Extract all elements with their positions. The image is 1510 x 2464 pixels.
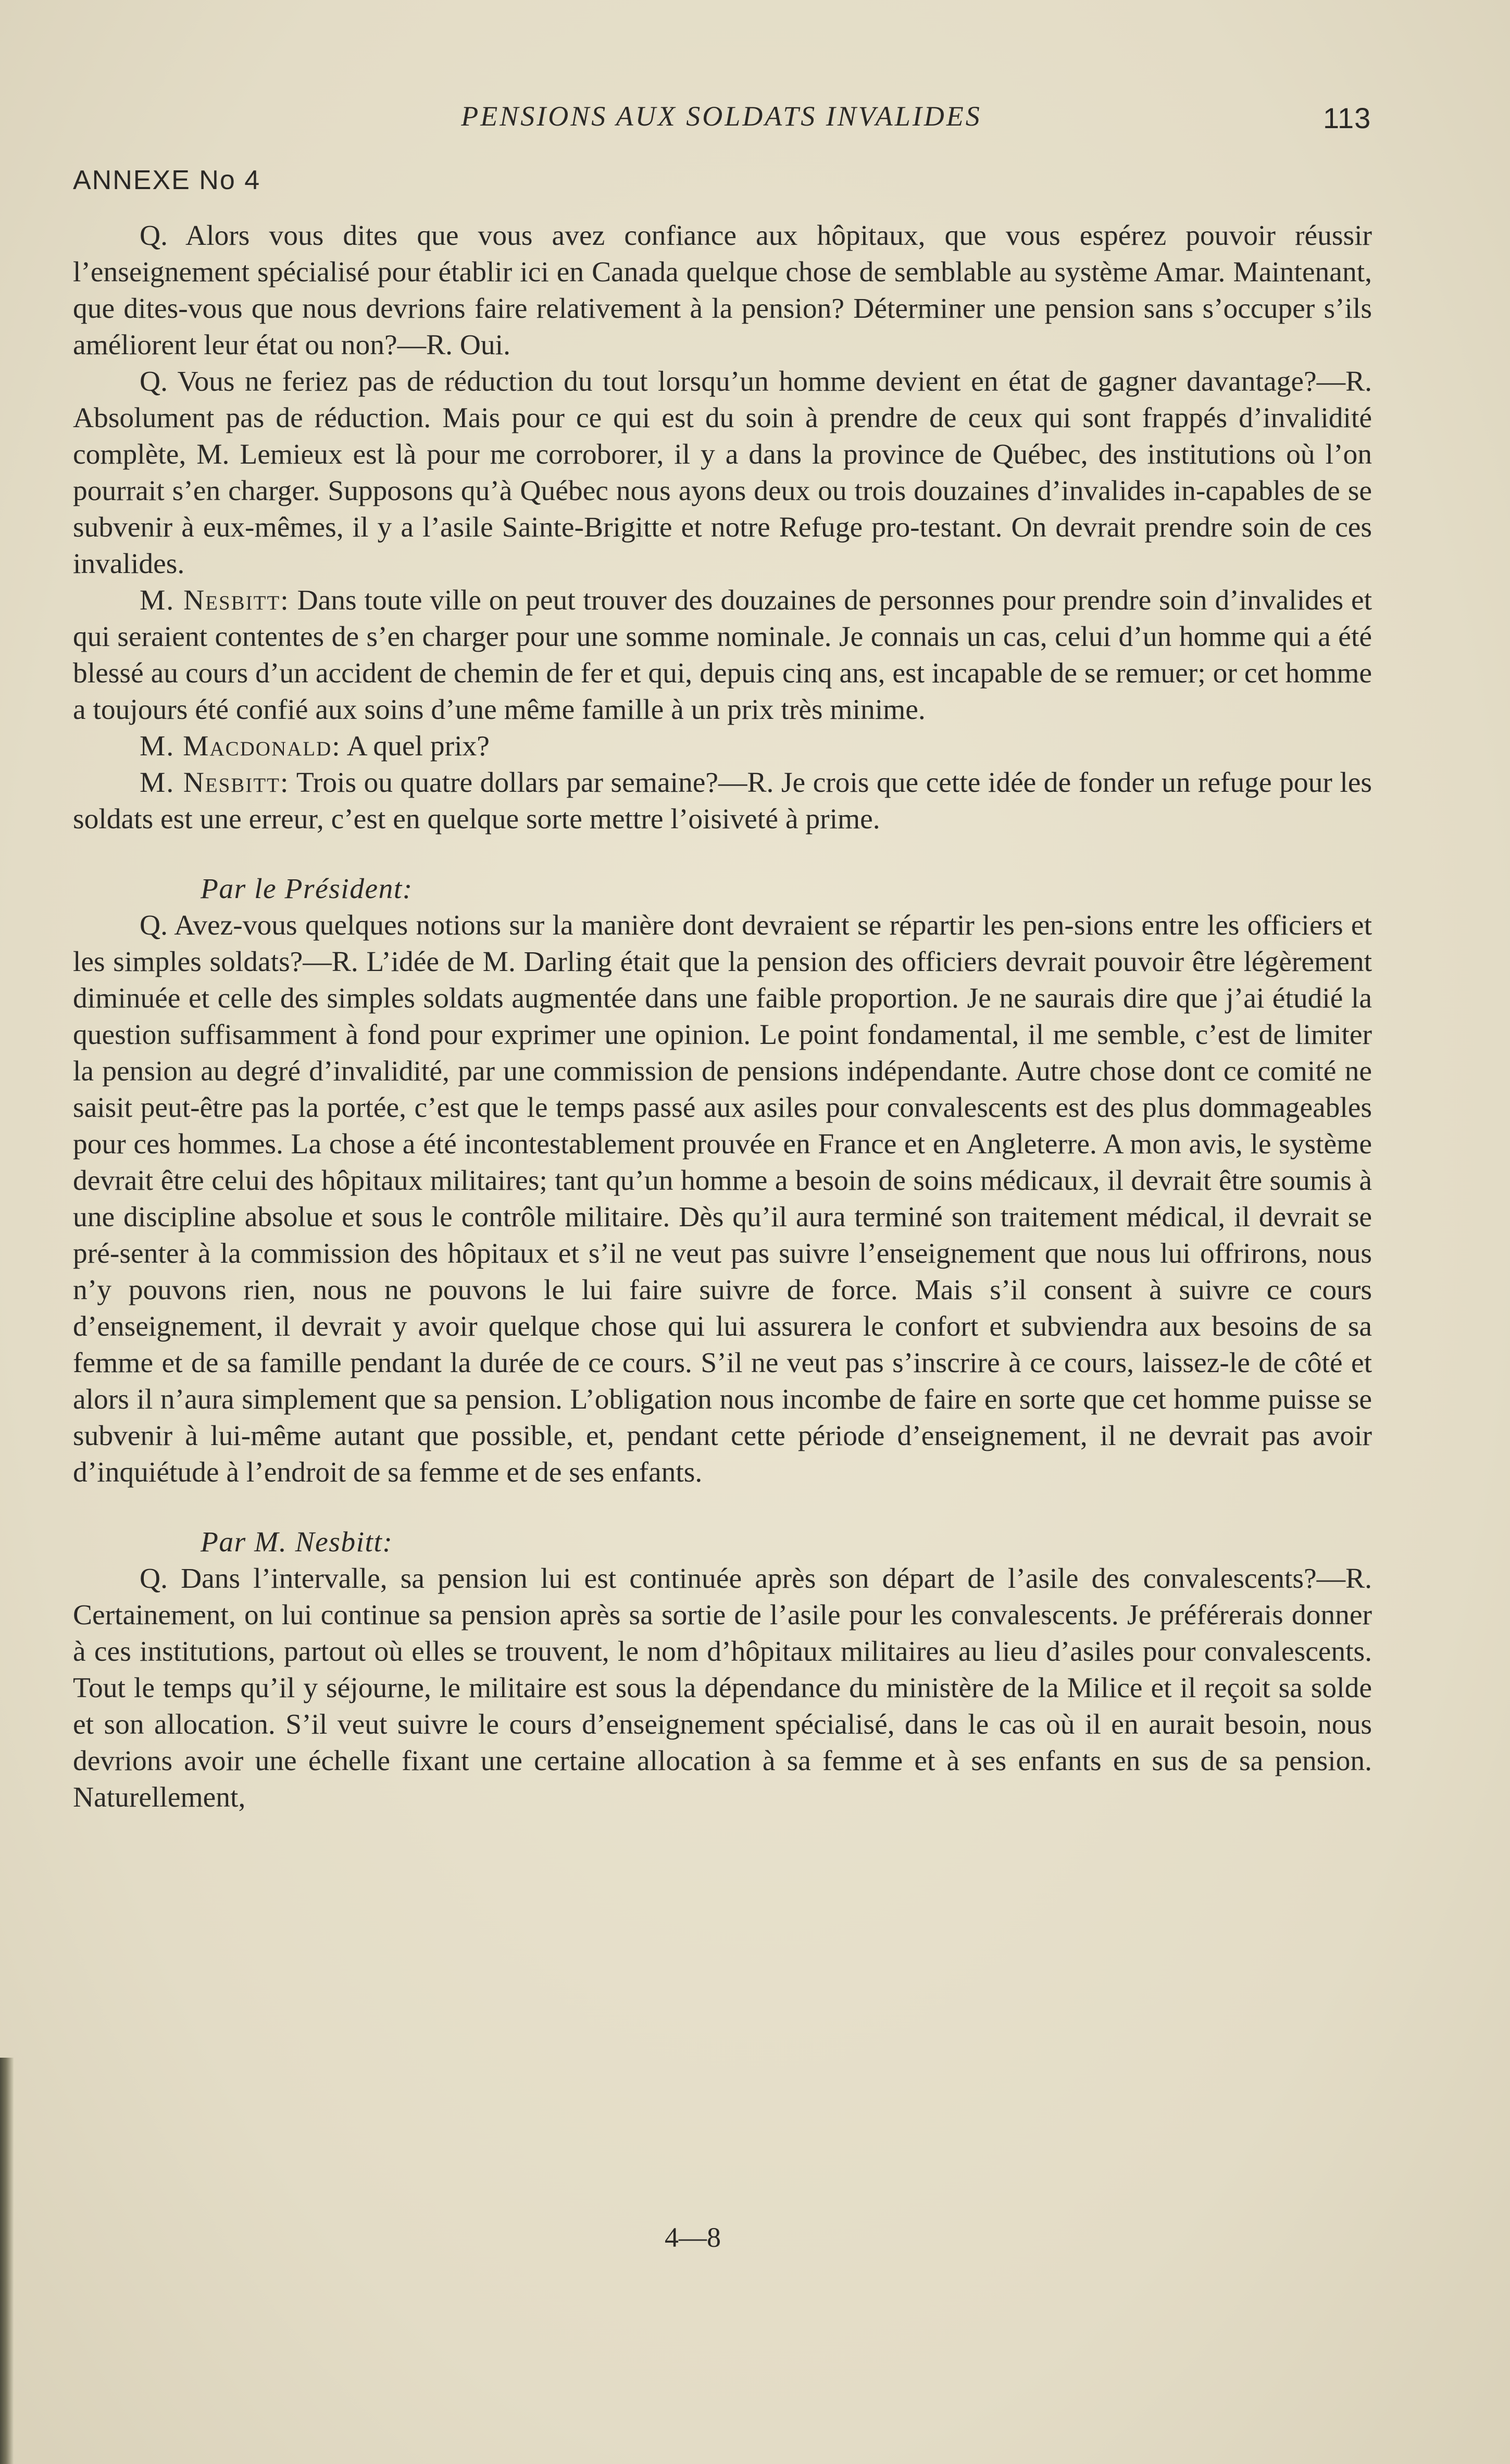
- document-body: [73, 218, 1372, 1816]
- paragraph: [73, 907, 1372, 1491]
- paragraph: [73, 582, 1372, 728]
- annex-label: ANNEXE No 4: [73, 165, 261, 195]
- page-number: 113: [1323, 102, 1371, 134]
- paragraph: [73, 765, 1372, 838]
- book-spine-shadow: [0, 2058, 14, 2464]
- paragraph-text: Q. Alors vous dites que vous avez confiance aux hôpitaux, que vous espérez pouvoir réussir l’enseignement spécialisé pour établir ici en Canada quelque chose de semblable au système Amar. Maintenant, que dites-vous que nous devrions faire relativement à la pension? Déterminer une pension sans s’occuper s’ils améliorent leur état ou non?—R. Oui.: [73, 220, 1372, 361]
- paragraph: [73, 1561, 1372, 1816]
- paragraph-text: Dans toute ville on peut trouver des douzaines de personnes pour prendre soin d’invalides et qui seraient contentes de s’en charger pour une somme nominale. Je connais un cas, celui d’un homme qui a été blessé au cours d’un accident de chemin de fer et qui, depuis cinq ans, est incapable de se remuer; or cet homme a toujours été confié aux soins d’une même famille à un prix très minime.: [73, 584, 1372, 726]
- paragraph-text: A quel prix?: [341, 730, 490, 762]
- section-heading-president: Par le Président:: [201, 873, 413, 905]
- section-heading-nesbitt: Par M. Nesbitt:: [201, 1526, 393, 1558]
- paragraph-text: Q. Dans l’intervalle, sa pension lui est continuée après son départ de l’asile des convalescents?—R. Certainement, on lui continue sa pension après sa sortie de l’asile pour les convalescents. Je préférerais donner à ces institutions, partout où elles se trouvent, le nom d’hôpitaux militaires au lieu d’asiles pour convalescents. Tout le temps qu’il y séjourne, le militaire est sous la dépendance du ministère de la Milice et il reçoit sa solde et son allocation. S’il veut suivre le cours d’enseignement spécialisé, dans le cas où il en aurait besoin, nous devrions avoir une échelle fixant une certaine allocation à sa femme et à ses enfants en sus de sa pension. Naturellement,: [73, 1563, 1372, 1813]
- paragraph: [73, 728, 1372, 765]
- page-header: [0, 100, 1510, 136]
- speaker: M. Nesbitt:: [140, 767, 290, 799]
- paragraph: [73, 218, 1372, 364]
- signature-mark: 4—8: [665, 2222, 721, 2253]
- paragraph-text: Trois ou quatre dollars par semaine?—R. Je crois que cette idée de fonder un refuge pour les soldats est une erreur, c’est en quelque sorte mettre l’oisiveté à prime.: [73, 767, 1372, 835]
- paragraph-text: Q. Vous ne feriez pas de réduction du tout lorsqu’un homme devient en état de gagner davantage?—R. Absolument pas de réduction. Mais pour ce qui est du soin à prendre de ceux qui sont frappés d’invalidité complète, M. Lemieux est là pour me corroborer, il y a dans la province de Québec, des institutions où l’on pourrait s’en charger. Supposons qu’à Québec nous ayons deux ou trois douzaines d’invalides in-capables de se subvenir à eux-mêmes, il y a l’asile Sainte-Brigitte et notre Refuge pro-testant. On devrait prendre soin de ces invalides.: [73, 366, 1372, 580]
- paragraph: [73, 364, 1372, 582]
- speaker: M. Nesbitt:: [140, 584, 290, 616]
- speaker: M. Macdonald:: [140, 730, 341, 762]
- section-spacer: [73, 838, 1372, 871]
- running-title: PENSIONS AUX SOLDATS INVALIDES: [461, 101, 982, 132]
- section-spacer: [73, 1491, 1372, 1524]
- paragraph-text: Q. Avez-vous quelques notions sur la manière dont devraient se répartir les pen-sions entre les officiers et les simples soldats?—R. L’idée de M. Darling était que la pension des officiers devrait pouvoir être légèrement diminuée et celle des simples soldats augmentée dans une faible proportion. Je ne saurais dire que j’ai étudié la question suffisamment à fond pour exprimer une opinion. Le point fondamental, il me semble, c’est de limiter la pension au degré d’invalidité, par une commission de pensions indépendante. Autre chose dont ce comité ne saisit peut-être pas la portée, c’est que le temps passé aux asiles pour convalescents est des plus dommageables pour ces hommes. La chose a été incontestablement prouvée en France et en Angleterre. A mon avis, le système devrait être celui des hôpitaux militaires; tant qu’un homme a besoin de soins médicaux, il devrait être soumis à une discipline absolue et sous le contrôle militaire. Dès qu’il aura terminé son traitement médical, il devrait se pré-senter à la commission des hôpitaux et s’il ne veut pas suivre l’enseignement que nous lui offrirons, nous n’y pouvons rien, nous ne pouvons le lui faire suivre de force. Mais s’il consent à suivre ce cours d’enseignement, il devrait y avoir quelque chose qui lui assurera le confort et subviendra aux besoins de sa femme et de sa famille pendant la durée de ce cours. S’il ne veut pas s’inscrire à ce cours, laissez-le de côté et alors il n’aura simplement que sa pension. L’obligation nous incombe de faire en sorte que cet homme puisse se subvenir à lui-même autant que possible, et, pendant cette période d’enseignement, il ne devrait pas avoir d’inquiétude à l’endroit de sa femme et de ses enfants.: [73, 910, 1372, 1488]
